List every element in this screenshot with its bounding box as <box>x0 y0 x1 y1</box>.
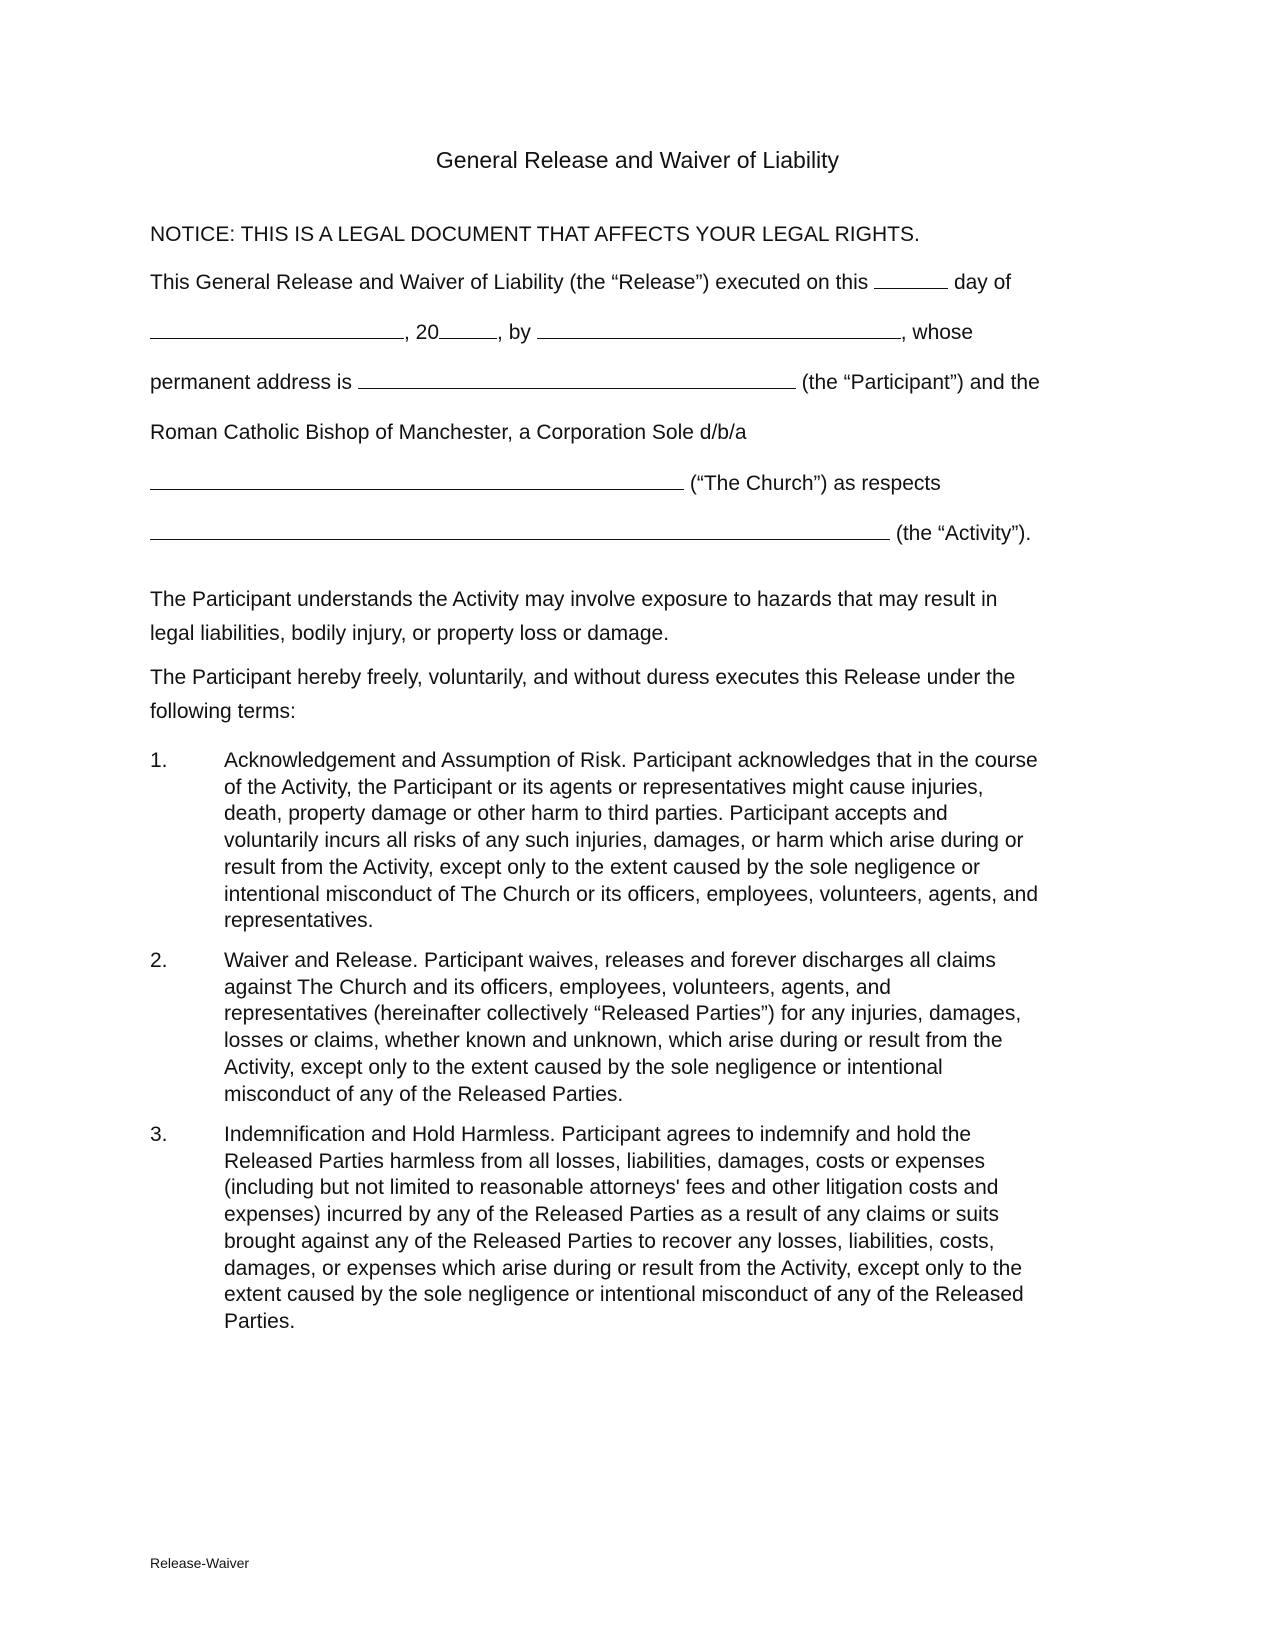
intro-text: (the “Activity”). <box>895 522 1032 545</box>
intro-line-1 <box>150 270 1011 296</box>
intro-text: , 20 <box>404 321 440 344</box>
intro-line-2 <box>150 320 973 346</box>
paragraph-line: The Participant hereby freely, voluntarily, and without duress executes this Release under the <box>150 666 1016 689</box>
paragraph-line: following terms: <box>150 700 296 723</box>
term-line: Waiver and Release. Participant waives, releases and forever discharges all claims <box>224 949 996 972</box>
term-number: 2. <box>150 949 168 972</box>
term-line: Parties. <box>224 1309 296 1333</box>
term-number: 3. <box>150 1123 168 1146</box>
month-blank-field[interactable] <box>150 320 404 339</box>
term-line: damages, or expenses which arise during or result from the Activity, except only to the <box>224 1256 1022 1280</box>
term-line: expenses) incurred by any of the Released Parties as a result of any claims or suits <box>224 1203 1000 1227</box>
intro-line-6 <box>150 521 1031 547</box>
term-line: Indemnification and Hold Harmless. Participant agrees to indemnify and hold the <box>224 1123 972 1146</box>
document-title: General Release and Waiver of Liability <box>435 147 840 173</box>
term-text <box>224 1122 1124 1336</box>
intro-line-4: Roman Catholic Bishop of Manchester, a Corporation Sole d/b/a <box>150 421 747 444</box>
term-line: representatives (hereinafter collectively “Released Parties”) for any injuries, damages, <box>224 1002 1022 1026</box>
intro-text: day of <box>953 271 1012 294</box>
intro-text: (“The Church”) as respects <box>689 472 941 495</box>
intro-text: permanent address is <box>150 371 352 394</box>
term-line: intentional misconduct of The Church or its officers, employees, volunteers, agents, and <box>224 882 1038 906</box>
term-line: extent caused by the sole negligence or intentional misconduct of any of the Released <box>224 1283 1024 1307</box>
term-line: Acknowledgement and Assumption of Risk. Participant acknowledges that in the course <box>224 749 1038 772</box>
term-line: against The Church and its officers, employees, volunteers, agents, and <box>224 975 891 999</box>
intro-text: This General Release and Waiver of Liability (the “Release”) executed on this <box>150 271 869 294</box>
term-line: losses or claims, whether known and unknown, which arise during or result from the <box>224 1029 1003 1053</box>
term-line: death, property damage or other harm to third parties. Participant accepts and <box>224 802 948 826</box>
paragraph-line: The Participant understands the Activity may involve exposure to hazards that may result in <box>150 588 998 611</box>
term-line: (including but not limited to reasonable attorneys' fees and other litigation costs and <box>224 1176 999 1200</box>
term-text <box>224 748 1124 935</box>
term-line: misconduct of any of the Released Parties. <box>224 1082 624 1106</box>
church-name-blank-field[interactable] <box>150 471 684 490</box>
participant-name-blank-field[interactable] <box>537 320 901 339</box>
intro-line-3 <box>150 370 1040 396</box>
term-line: representatives. <box>224 909 374 933</box>
term-line: Released Parties harmless from all losses, liabilities, damages, costs or expenses <box>224 1149 985 1173</box>
year-blank-field[interactable] <box>439 320 497 339</box>
legal-notice: NOTICE: THIS IS A LEGAL DOCUMENT THAT AFFECTS YOUR LEGAL RIGHTS. <box>150 223 920 246</box>
term-line: brought against any of the Released Parties to recover any losses, liabilities, costs, <box>224 1229 995 1253</box>
paragraph-line: legal liabilities, bodily injury, or property loss or damage. <box>150 622 670 645</box>
day-blank-field[interactable] <box>874 270 948 289</box>
term-line: Activity, except only to the extent caused by the sole negligence or intentional <box>224 1055 943 1079</box>
paragraph-hazards <box>150 583 1100 651</box>
intro-text: , whose <box>900 321 974 344</box>
term-line: result from the Activity, except only to the extent caused by the sole negligence or <box>224 855 981 879</box>
intro-text: (the “Participant”) and the <box>801 371 1040 394</box>
address-blank-field[interactable] <box>358 370 796 389</box>
intro-line-5 <box>150 471 941 497</box>
term-line: voluntarily incurs all risks of any such injuries, damages, or harm which arise during or <box>224 829 1024 853</box>
activity-blank-field[interactable] <box>150 521 890 540</box>
page-footer: Release-Waiver <box>150 1555 250 1571</box>
term-number: 1. <box>150 749 168 772</box>
term-line: of the Activity, the Participant or its agents or representatives might cause injuries, <box>224 775 984 799</box>
term-text <box>224 948 1124 1108</box>
intro-text: , by <box>497 321 531 344</box>
paragraph-terms <box>150 661 1100 729</box>
